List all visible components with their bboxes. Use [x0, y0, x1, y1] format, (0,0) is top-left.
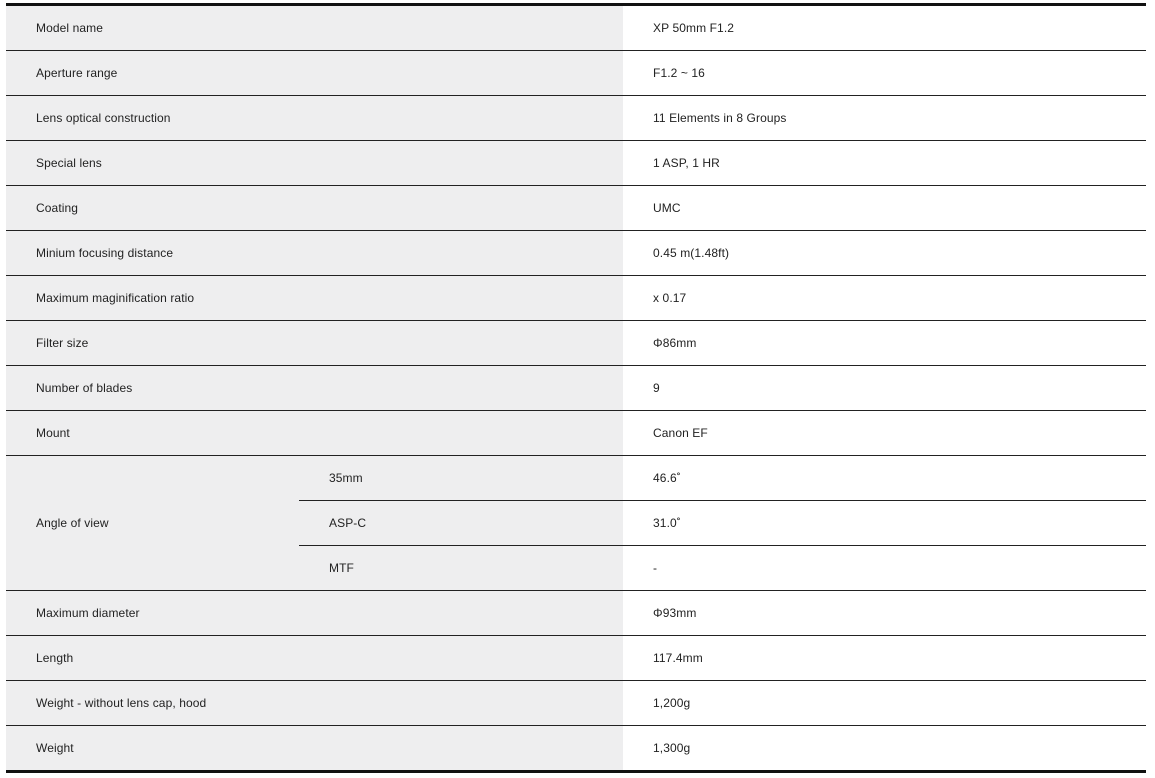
spec-row-filter-size — [6, 321, 1146, 366]
spec-value: x 0.17 — [623, 276, 1146, 321]
spec-row-blades — [6, 366, 1146, 411]
spec-value: Φ86mm — [623, 321, 1146, 366]
spec-value: UMC — [623, 186, 1146, 231]
spec-value: 1,300g — [623, 726, 1146, 772]
spec-row-aperture-range — [6, 51, 1146, 96]
spec-sublabel: MTF — [299, 546, 623, 591]
spec-row-magnification — [6, 276, 1146, 321]
spec-label: Lens optical construction — [6, 96, 623, 141]
spec-value: 1,200g — [623, 681, 1146, 726]
spec-value: 117.4mm — [623, 636, 1146, 681]
spec-sublabel: ASP-C — [299, 501, 623, 546]
spec-label: Filter size — [6, 321, 623, 366]
spec-row-model-name — [6, 5, 1146, 51]
spec-row-mount — [6, 411, 1146, 456]
spec-value: F1.2 ~ 16 — [623, 51, 1146, 96]
spec-label: Special lens — [6, 141, 623, 186]
spec-row-focusing-distance — [6, 231, 1146, 276]
spec-label: Aperture range — [6, 51, 623, 96]
spec-value: 1 ASP, 1 HR — [623, 141, 1146, 186]
spec-row-angle-of-view — [6, 456, 1146, 501]
spec-value: 0.45 m(1.48ft) — [623, 231, 1146, 276]
spec-label-angle-of-view: Angle of view — [6, 456, 299, 591]
spec-label: Length — [6, 636, 623, 681]
spec-label: Weight - without lens cap, hood — [6, 681, 623, 726]
spec-value: 11 Elements in 8 Groups — [623, 96, 1146, 141]
spec-label: Maximum maginification ratio — [6, 276, 623, 321]
spec-row-coating — [6, 186, 1146, 231]
spec-sublabel: 35mm — [299, 456, 623, 501]
spec-label: Number of blades — [6, 366, 623, 411]
spec-row-max-diameter — [6, 591, 1146, 636]
spec-label: Coating — [6, 186, 623, 231]
spec-label: Minium focusing distance — [6, 231, 623, 276]
spec-row-length — [6, 636, 1146, 681]
spec-value: Φ93mm — [623, 591, 1146, 636]
spec-row-optical-construction — [6, 96, 1146, 141]
spec-row-special-lens — [6, 141, 1146, 186]
spec-label: Mount — [6, 411, 623, 456]
spec-value: 31.0˚ — [623, 501, 1146, 546]
spec-label: Weight — [6, 726, 623, 772]
spec-label: Maximum diameter — [6, 591, 623, 636]
spec-row-weight-without-cap — [6, 681, 1146, 726]
spec-value: Canon EF — [623, 411, 1146, 456]
lens-spec-table — [6, 3, 1146, 773]
spec-value: 46.6˚ — [623, 456, 1146, 501]
spec-value: 9 — [623, 366, 1146, 411]
spec-row-weight — [6, 726, 1146, 772]
spec-label: Model name — [6, 5, 623, 51]
spec-value: XP 50mm F1.2 — [623, 5, 1146, 51]
spec-value: - — [623, 546, 1146, 591]
